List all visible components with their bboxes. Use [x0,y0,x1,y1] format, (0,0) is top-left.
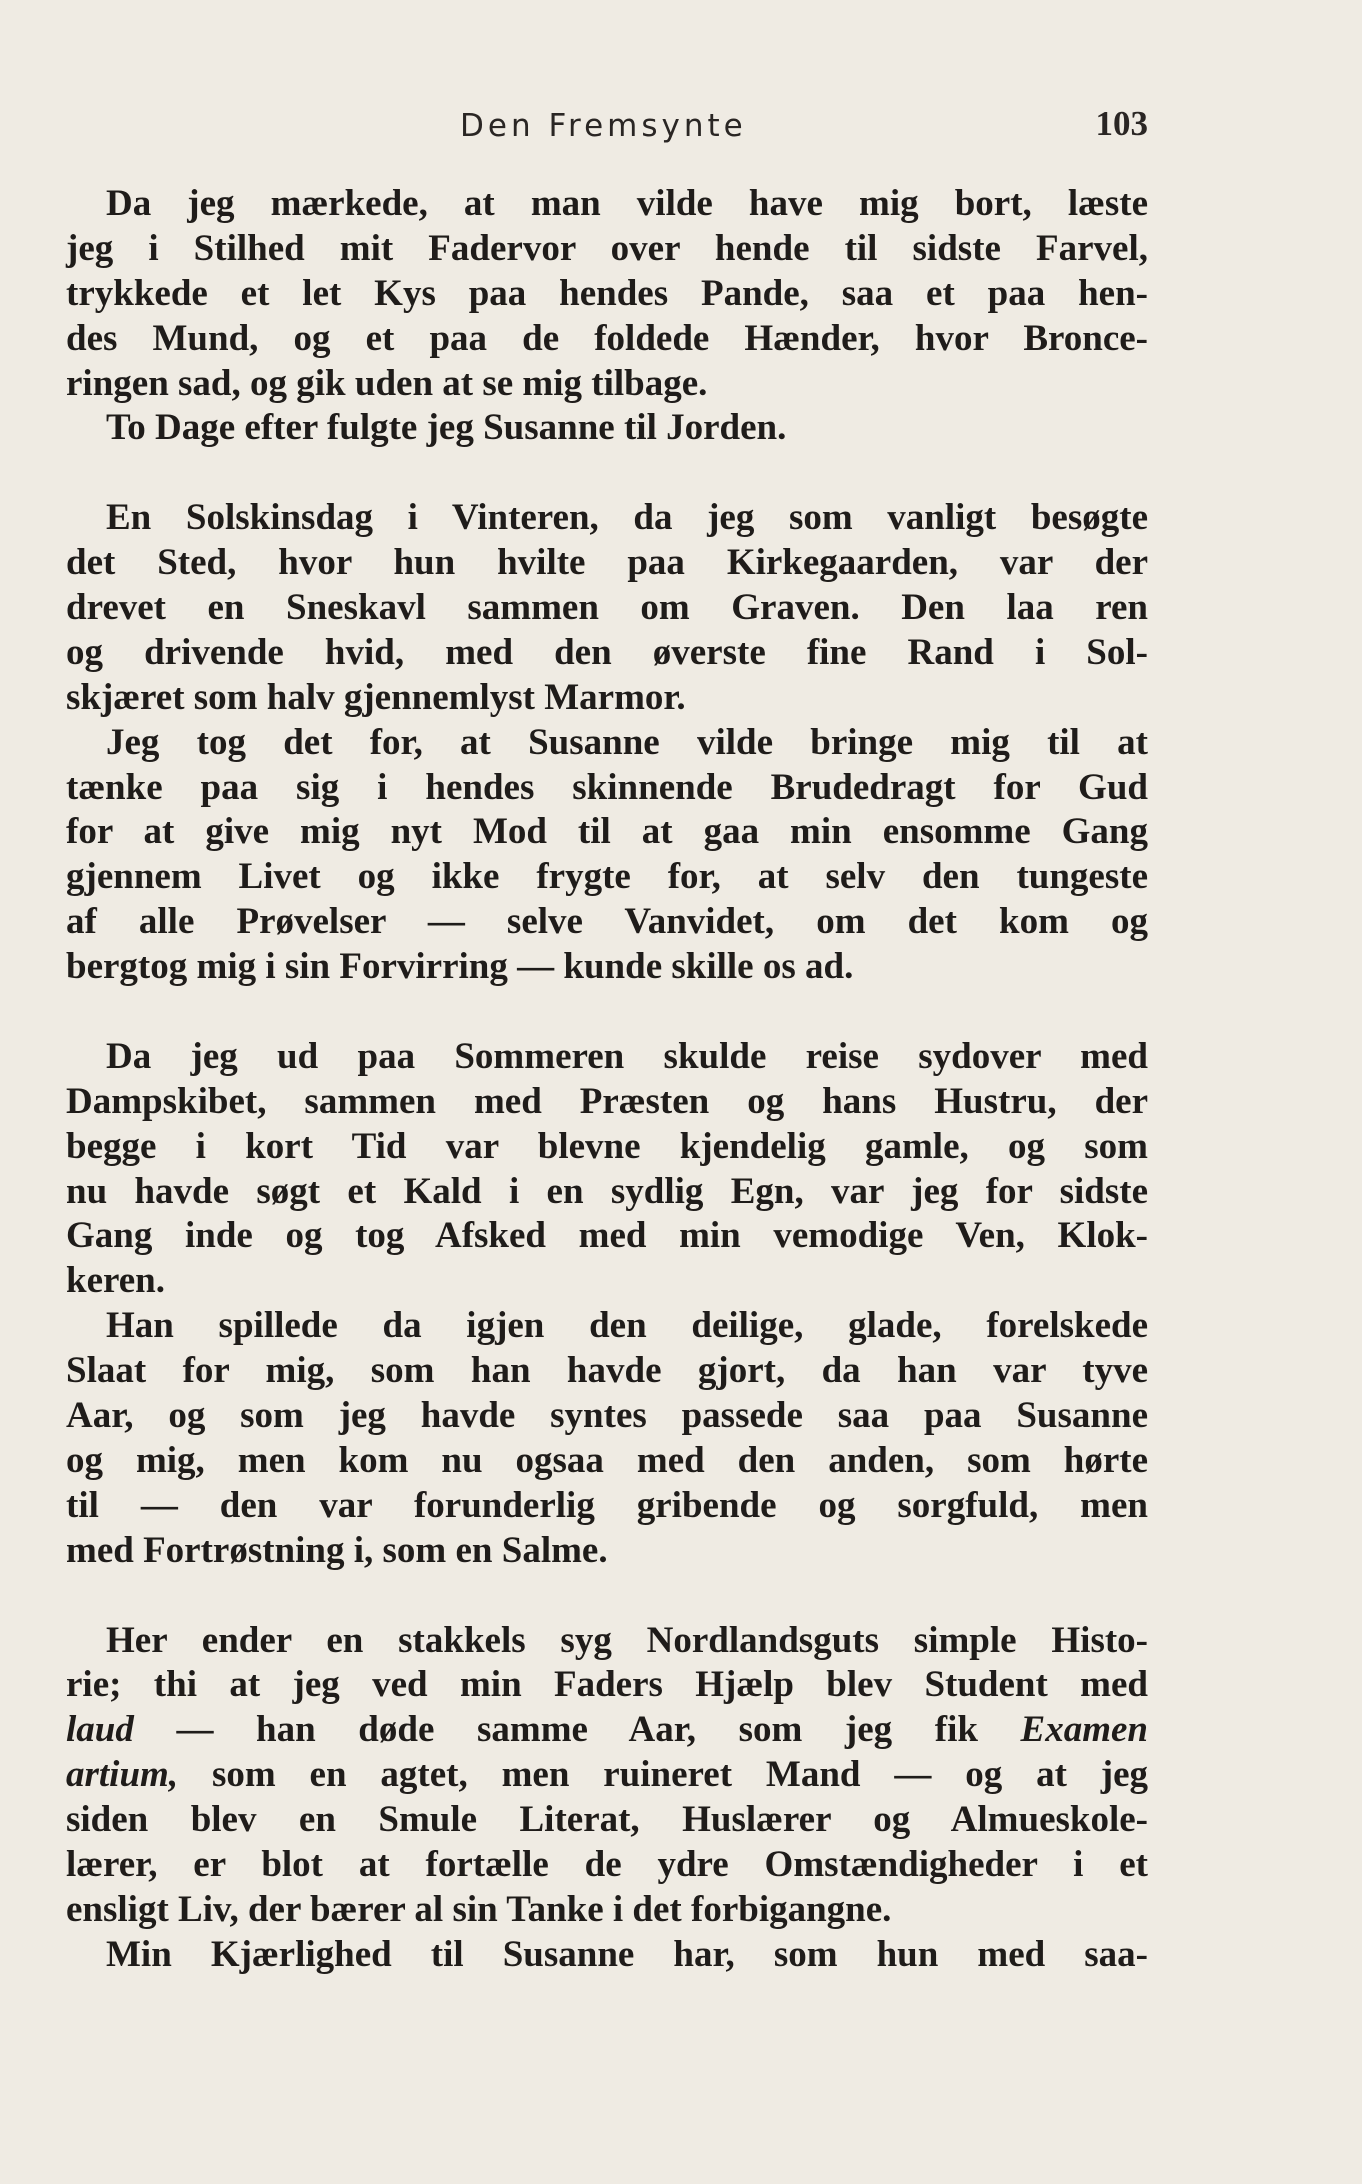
text-line [66,1708,1148,1753]
text-line: siden blev en Smule Literat, Huslærer og Almueskole- [66,1799,1148,1841]
text-line: Da jeg mærkede, at man vilde have mig bort, læste [106,183,1148,224]
text-line: des Mund, og et paa de foldede Hænder, hvor Bronce- [66,317,1148,359]
body-text [66,182,1148,1978]
text-line: Min Kjærlighed til Susanne har, som hun med saa- [106,1933,1148,1975]
text-line: trykkede et let Kys paa hendes Pande, saa et paa hen- [66,272,1148,314]
running-title: Den Fremsynte [460,108,747,144]
text-line: Slaat for mig, som han havde gjort, da han var tyve [66,1350,1148,1392]
text-line: Han spillede da igjen den deilige, glade, forelskede [106,1305,1148,1347]
text-line: til — den var forunderlig gribende og sorgfuld, men [66,1484,1148,1526]
text-line: Jeg tog det for, at Susanne vilde bringe mig til at [106,721,1148,763]
italic-text: artium, [66,1754,179,1796]
text-line: begge i kort Tid var blevne kjendelig gamle, og som [66,1125,1148,1167]
italic-text: laud [66,1709,134,1751]
text-line: af alle Prøvelser — selve Vanvidet, om det kom og [66,901,1148,943]
section-gap [66,1574,1148,1619]
text-line [66,1753,1148,1798]
text-line: ensligt Liv, der bærer al sin Tanke i det forbigangne. [66,1888,892,1930]
text-line: skjæret som halv gjennemlyst Marmor. [66,676,686,718]
text-line: Dampskibet, sammen med Præsten og hans Hustru, der [66,1080,1148,1122]
text-line: keren. [66,1260,166,1302]
page-number: 103 [1095,104,1148,143]
text-line: Aar, og som jeg havde syntes passede saa paa Susanne [66,1395,1148,1437]
text-line: rie; thi at jeg ved min Faders Hjælp blev Student med [66,1664,1148,1706]
section-gap [66,990,1148,1035]
text-line: Her ender en stakkels syg Nordlandsguts simple Histo- [106,1619,1148,1661]
text-line: bergtog mig i sin Forvirring — kunde skille os ad. [66,946,854,988]
text-line: for at give mig nyt Mod til at gaa min ensomme Gang [66,811,1148,853]
text-line: drevet en Sneskavl sammen om Graven. Den laa ren [66,587,1148,629]
text-run: — han døde samme Aar, som jeg fik [133,1709,1021,1751]
text-line: og drivende hvid, med den øverste fine Rand i Sol- [66,631,1148,673]
text-line: nu havde søgt et Kald i en sydlig Egn, var jeg for sidste [66,1170,1148,1212]
text-line: jeg i Stilhed mit Fadervor over hende til sidste Farvel, [66,227,1148,269]
text-line: det Sted, hvor hun hvilte paa Kirkegaarden, var der [66,542,1148,584]
text-line: med Fortrøstning i, som en Salme. [66,1529,608,1571]
text-line: og mig, men kom nu ogsaa med den anden, som hørte [66,1439,1148,1481]
text-line: En Solskinsdag i Vinteren, da jeg som vanligt besøgte [106,497,1148,539]
section-gap [66,451,1148,496]
text-line: Da jeg ud paa Sommeren skulde reise sydover med [106,1035,1148,1077]
text-line: tænke paa sig i hendes skinnende Brudedragt for Gud [66,766,1148,808]
text-line: lærer, er blot at fortælle de ydre Omstændigheder i et [66,1843,1148,1885]
text-line: gjennem Livet og ikke frygte for, at selv den tungeste [66,856,1148,898]
text-line: ringen sad, og gik uden at se mig tilbage. [66,362,708,404]
text-line: To Dage efter fulgte jeg Susanne til Jorden. [106,407,787,449]
text-run: som en agtet, men ruineret Mand — og at jeg [178,1754,1148,1796]
text-line: Gang inde og tog Afsked med min vemodige Ven, Klok- [66,1215,1148,1257]
italic-text: Examen [1020,1709,1148,1751]
